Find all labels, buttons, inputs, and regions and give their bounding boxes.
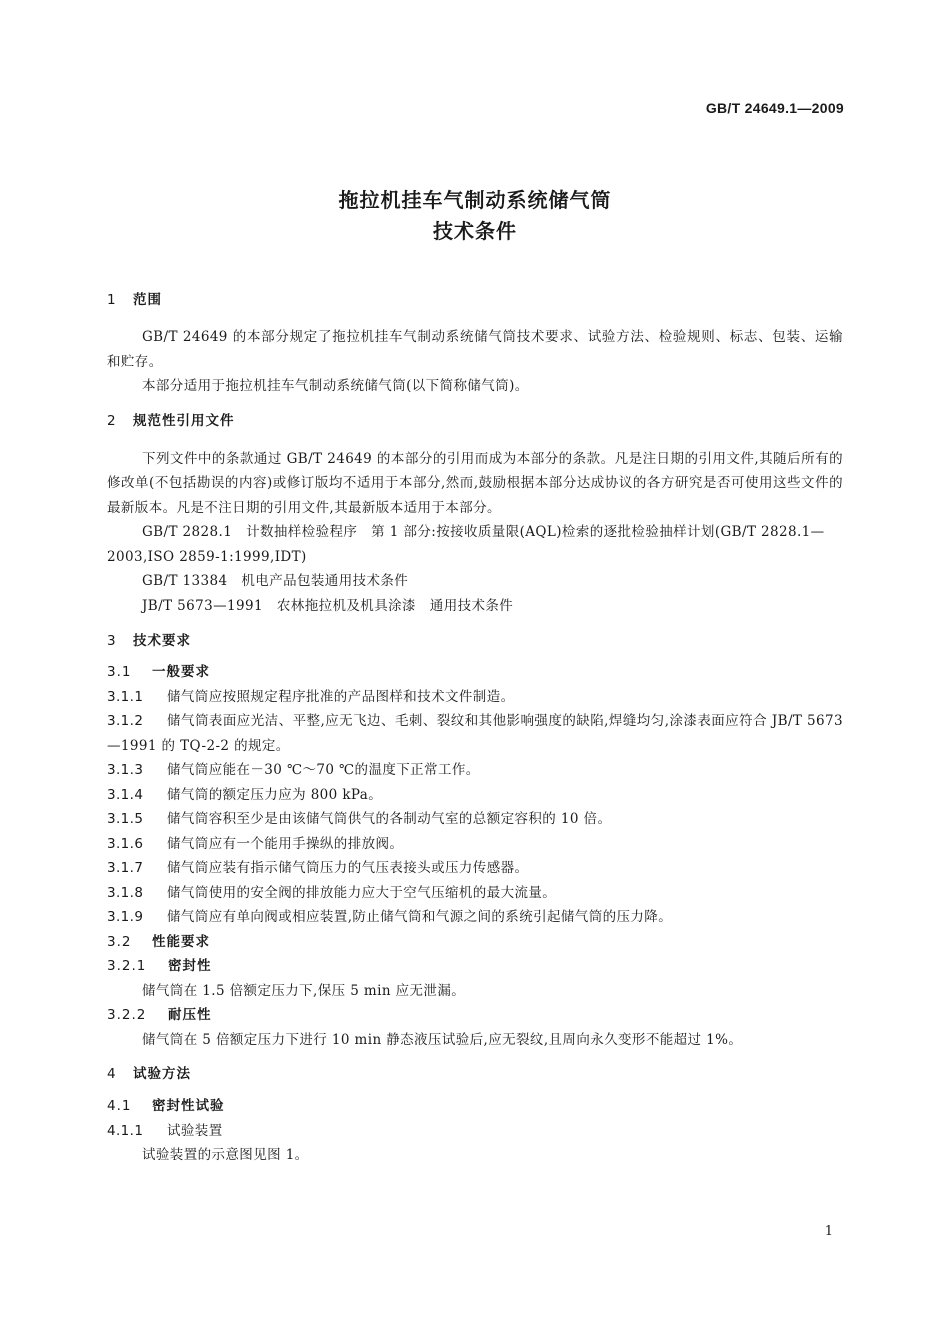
clause-3-1-9 — [107, 905, 843, 930]
clause-number: 3.1.6 — [107, 835, 144, 852]
clause-number: 3.2.1 — [107, 958, 147, 974]
paragraph: GB/T 24649 的本部分规定了拖拉机挂车气制动系统储气筒技术要求、试验方法、检验规则、标志、包装、运输和贮存。 — [107, 329, 843, 370]
document-body — [107, 288, 843, 1168]
section-number: 1 — [107, 292, 117, 308]
section-title: 技术要求 — [133, 633, 191, 649]
clause-3-1-3 — [107, 758, 843, 783]
clause-number: 3.1.9 — [107, 909, 144, 925]
clause-number: 4.1.1 — [107, 1122, 144, 1139]
section-title: 规范性引用文件 — [133, 412, 235, 429]
clause-text: 储气筒应装有指示储气筒压力的气压表接头或压力传感器。 — [167, 860, 529, 876]
clause-number: 3.1.4 — [107, 786, 144, 803]
standard-code: GB/T 24649.1—2009 — [705, 100, 844, 116]
clause-heading-3-2-2 — [107, 1003, 843, 1028]
clause-text: 储气筒应有单向阀或相应装置,防止储气筒和气源之间的系统引起储气筒的压力降。 — [167, 909, 673, 925]
subsection-heading-3-2 — [107, 930, 843, 955]
section-heading-4 — [107, 1062, 843, 1082]
clause-text: 储气筒应有一个能用手操纵的排放阀。 — [167, 835, 404, 852]
clause-number: 3.1.2 — [107, 713, 144, 729]
normative-reference: JB/T 5673—1991 农林拖拉机及机具涂漆 通用技术条件 — [142, 597, 514, 614]
paragraph: 储气筒在 5 倍额定压力下进行 10 min 静态液压试验后,应无裂纹,且周向永久变形不能超过 1%。 — [142, 1031, 743, 1048]
clause-3-1-6 — [107, 832, 843, 857]
clause-title: 试验装置 — [167, 1122, 223, 1139]
subsection-heading-3-1 — [107, 660, 843, 685]
clause-number: 3.1.5 — [107, 811, 144, 827]
section-number: 2 — [107, 412, 117, 429]
clause-text: 储气筒表面应光洁、平整,应无飞边、毛刺、裂纹和其他影响强度的缺陷,焊缝均匀,涂漆表面应符合 JB/T 5673—1991 的 TQ-2-2 的规定。 — [107, 713, 843, 754]
clause-3-1-1 — [107, 685, 843, 710]
clause-3-1-4 — [107, 783, 843, 808]
section-number: 3 — [107, 633, 117, 649]
clause-number: 3.1.8 — [107, 884, 144, 901]
clause-heading-3-2-1 — [107, 954, 843, 979]
subsection-title: 性能要求 — [152, 933, 210, 950]
paragraph: 本部分适用于拖拉机挂车气制动系统储气筒(以下简称储气筒)。 — [142, 378, 529, 394]
clause-number: 3.1.1 — [107, 688, 144, 705]
subsection-number: 3.1 — [107, 664, 132, 680]
clause-title: 耐压性 — [168, 1007, 212, 1023]
clause-text: 储气筒容积至少是由该储气筒供气的各制动气室的总额定容积的 10 倍。 — [167, 811, 612, 827]
page-number: 1 — [824, 1224, 833, 1239]
section-heading-1 — [107, 288, 843, 308]
paragraph: 试验装置的示意图见图 1。 — [142, 1147, 309, 1163]
clause-text: 储气筒应按照规定程序批准的产品图样和技术文件制造。 — [167, 688, 515, 705]
section-heading-3 — [107, 629, 843, 649]
section-title: 试验方法 — [133, 1066, 191, 1082]
clause-text: 储气筒的额定压力应为 800 kPa。 — [167, 786, 383, 803]
clause-4-1-1 — [107, 1119, 843, 1144]
paragraph: 储气筒在 1.5 倍额定压力下,保压 5 min 应无泄漏。 — [142, 982, 466, 999]
subsection-number: 4.1 — [107, 1098, 132, 1114]
section-heading-2 — [107, 409, 843, 429]
clause-number: 3.1.7 — [107, 860, 144, 876]
section-title: 范围 — [133, 292, 162, 308]
normative-reference: GB/T 13384 机电产品包装通用技术条件 — [142, 573, 409, 589]
clause-3-1-8 — [107, 881, 843, 906]
subsection-title: 密封性试验 — [152, 1098, 225, 1114]
clause-3-1-2 — [107, 709, 843, 758]
clause-text: 储气筒使用的安全阀的排放能力应大于空气压缩机的最大流量。 — [167, 884, 557, 901]
subsection-title: 一般要求 — [152, 664, 210, 680]
paragraph: 下列文件中的条款通过 GB/T 24649 的本部分的引用而成为本部分的条款。凡是注日期的引用文件,其随后所有的修改单(不包括勘误的内容)或修订版均不适用于本部分,然而,鼓励根据本部分达成协议的各方研究是否可使用这些文件的最新版本。凡是不注日期的引用文件,其最新版本适用于本部分。 — [107, 450, 843, 516]
subsection-number: 3.2 — [107, 933, 132, 950]
normative-reference: GB/T 2828.1 计数抽样检验程序 第 1 部分:按接收质量限(AQL)检索的逐批检验抽样计划(GB/T 2828.1—2003,ISO 2859-1:1999,IDT) — [107, 524, 825, 565]
section-number: 4 — [107, 1066, 117, 1082]
document-subtitle: 技术条件 — [433, 219, 517, 243]
clause-text: 储气筒应能在－30 ℃～70 ℃的温度下正常工作。 — [167, 762, 480, 778]
clause-title: 密封性 — [168, 958, 212, 974]
subsection-heading-4-1 — [107, 1094, 843, 1119]
clause-3-1-7 — [107, 856, 843, 881]
clause-number: 3.1.3 — [107, 762, 144, 778]
document-title: 拖拉机挂车气制动系统储气筒 — [338, 188, 612, 212]
clause-3-1-5 — [107, 807, 843, 832]
clause-number: 3.2.2 — [107, 1007, 147, 1023]
